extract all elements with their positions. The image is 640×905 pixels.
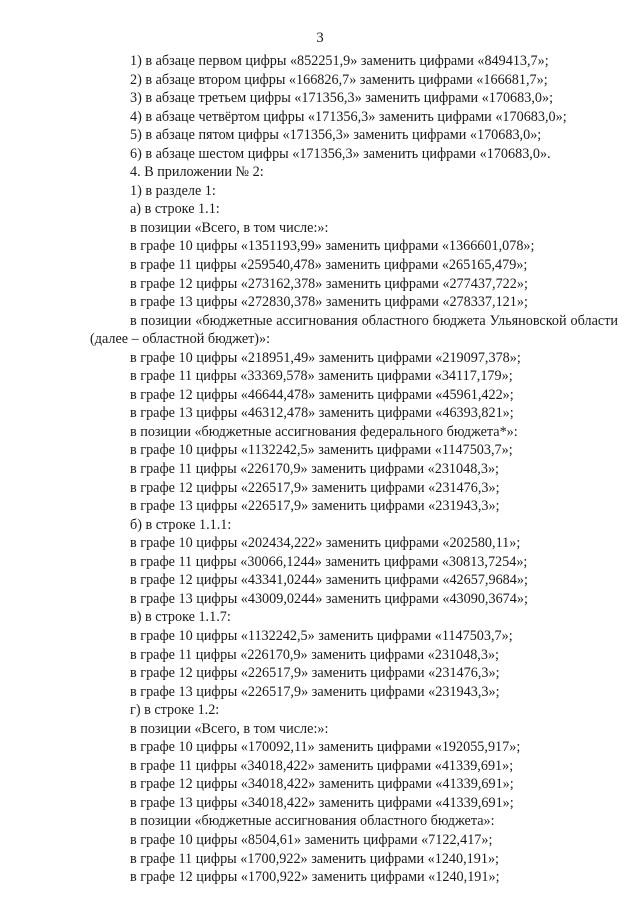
document-line: 1) в абзаце первом цифры «852251,9» заменить цифрами «849413,7»;	[130, 53, 549, 69]
document-line: в графе 11 цифры «34018,422» заменить цифрами «41339,691»;	[130, 757, 514, 774]
document-line: в позиции «Всего, в том числе:»:	[130, 219, 329, 236]
document-line: в графе 11 цифры «33369,578» заменить цифрами «34117,179»;	[130, 368, 513, 385]
document-line: в графе 11 цифры «226170,9» заменить цифрами «231048,3»;	[130, 646, 499, 663]
document-line: в графе 12 цифры «34018,422» заменить цифрами «41339,691»;	[130, 776, 514, 793]
document-line: в графе 12 цифры «273162,378» заменить цифрами «277437,722»;	[130, 275, 528, 292]
document-line: в графе 11 цифры «1700,922» заменить цифрами «1240,191»;	[130, 850, 499, 867]
document-line: 4. В приложении № 2:	[130, 164, 264, 181]
document-line: 5) в абзаце пятом цифры «171356,3» заменить цифрами «170683,0»;	[130, 127, 542, 144]
document-line: в позиции «бюджетные ассигнования федерального бюджета*»:	[130, 423, 518, 440]
document-line: в графе 10 цифры «170092,11» заменить цифрами «192055,917»;	[130, 739, 521, 756]
document-line: в графе 12 цифры «226517,9» заменить цифрами «231476,3»;	[130, 665, 500, 682]
document-line: в позиции «бюджетные ассигнования областного бюджета Ульяновской области (далее – областной бюджет)»:	[90, 312, 618, 348]
document-line: в графе 10 цифры «1351193,99» заменить цифрами «1366601,078»;	[130, 238, 535, 255]
document-line: 4) в абзаце четвёртом цифры «171356,3» заменить цифрами «170683,0»;	[130, 108, 567, 125]
document-line: в графе 10 цифры «202434,222» заменить цифрами «202580,11»;	[130, 535, 521, 552]
document-line: 6) в абзаце шестом цифры «171356,3» заменить цифрами «170683,0».	[130, 145, 551, 162]
document-line: б) в строке 1.1.1:	[130, 516, 232, 533]
document-line: в графе 13 цифры «272830,378» заменить цифрами «278337,121»;	[130, 294, 528, 311]
document-line: в графе 13 цифры «46312,478» заменить цифрами «46393,821»;	[130, 405, 514, 422]
document-line: в позиции «Всего, в том числе:»:	[130, 720, 329, 737]
document-line: в графе 12 цифры «46644,478» заменить цифрами «45961,422»;	[130, 386, 514, 403]
document-line: в графе 11 цифры «226170,9» заменить цифрами «231048,3»;	[130, 461, 499, 478]
document-line: г) в строке 1.2:	[130, 702, 220, 719]
document-line: в графе 10 цифры «1132242,5» заменить цифрами «1147503,7»;	[130, 627, 513, 644]
document-line: в графе 13 цифры «226517,9» заменить цифрами «231943,3»;	[130, 498, 500, 515]
document-line: в графе 13 цифры «43009,0244» заменить цифрами «43090,3674»;	[130, 590, 528, 607]
document-line: в графе 12 цифры «43341,0244» заменить цифрами «42657,9684»;	[130, 572, 528, 589]
page-number: 3	[316, 30, 324, 46]
document-line: 1) в разделе 1:	[130, 182, 216, 199]
document-line: в графе 10 цифры «218951,49» заменить цифрами «219097,378»;	[130, 349, 521, 366]
document-line: в графе 13 цифры «226517,9» заменить цифрами «231943,3»;	[130, 683, 500, 700]
document-line: в графе 12 цифры «1700,922» заменить цифрами «1240,191»;	[130, 869, 500, 886]
document-line: в графе 12 цифры «226517,9» заменить цифрами «231476,3»;	[130, 479, 500, 496]
document-line: в графе 10 цифры «8504,61» заменить цифрами «7122,417»;	[130, 831, 493, 848]
document-line: в позиции «бюджетные ассигнования областного бюджета»:	[130, 813, 495, 830]
document-line: в графе 13 цифры «34018,422» заменить цифрами «41339,691»;	[130, 794, 514, 811]
document-line: 2) в абзаце втором цифры «166826,7» заменить цифрами «166681,7»;	[130, 71, 548, 88]
document-body	[90, 52, 618, 887]
document-line: в графе 11 цифры «259540,478» заменить цифрами «265165,479»;	[130, 257, 528, 274]
document-line: 3) в абзаце третьем цифры «171356,3» заменить цифрами «170683,0»;	[130, 90, 554, 107]
document-line: в) в строке 1.1.7:	[130, 609, 231, 626]
document-line: а) в строке 1.1:	[130, 201, 220, 218]
document-line: в графе 10 цифры «1132242,5» заменить цифрами «1147503,7»;	[130, 442, 513, 459]
document-line: в графе 11 цифры «30066,1244» заменить цифрами «30813,7254»;	[130, 553, 528, 570]
